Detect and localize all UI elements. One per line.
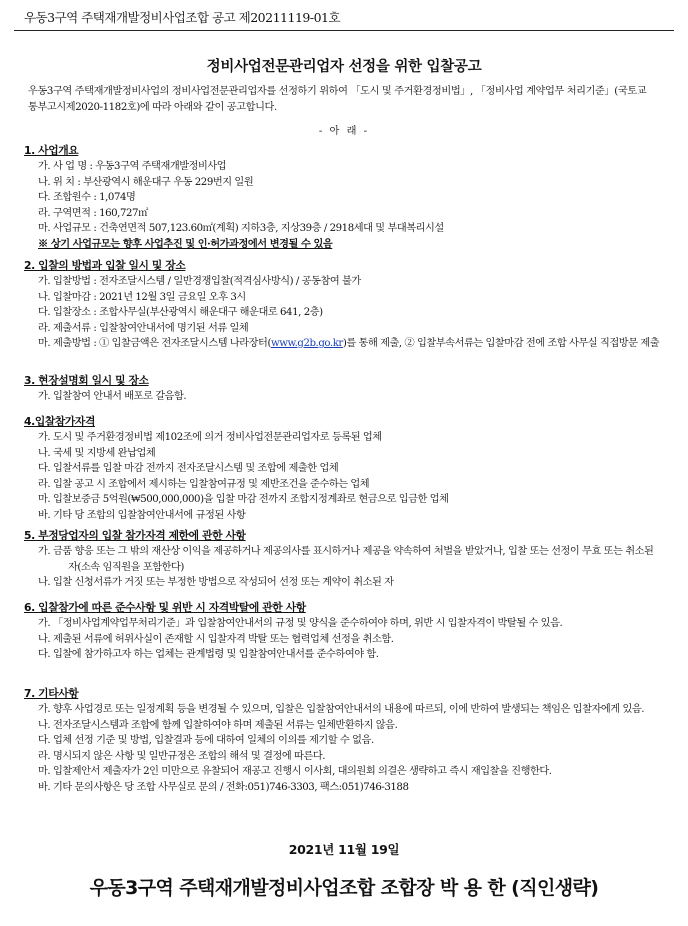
list-item: 마. 사업규모 : 건축연면적 507,123.60㎡(계획) 지하3층, 지상39층 / 2918세대 및 부대복리시설: [38, 223, 444, 234]
list-item: 마. 입찰제안서 제출자가 2인 미만으로 유찰되어 재공고 진행시 이사회, 대의원회 의결은 생략하고 즉시 재입찰을 진행한다.: [38, 766, 552, 777]
list-item: 나. 입찰마감 : 2021년 12월 3일 금요일 오후 3시: [38, 291, 246, 303]
list-item: 다. 조합원수 : 1,074명: [38, 192, 136, 203]
list-item: 가. 사 업 명 : 우동3구역 주택재개발정비사업: [38, 161, 227, 172]
section-disqualification: [24, 528, 664, 591]
section-eligibility: [24, 414, 664, 523]
list-item: 가. 금품 향응 또는 그 밖의 재산상 이익을 제공하거나 제공의사를 표시하거나 제공을 약속하여 처벌을 받았거나, 입찰 또는 선정이 무효 또는 취소된 자(소속 임직원을 포함한다): [38, 546, 654, 573]
section-title: 1. 사업개요: [24, 144, 79, 157]
section-title: 2. 입찰의 방법과 입찰 일시 및 장소: [24, 259, 186, 272]
list-item: 마. 입찰보증금 5억원(₩500,000,000)을 입찰 마감 전까지 조합지정계좌로 현금으로 입금한 업체: [38, 494, 449, 505]
item-text: 마. 제출방법 : ① 입찰금액은 전자조달시스템 나라장터(: [38, 338, 271, 349]
g2b-link[interactable]: www.g2b.go.kr: [270, 338, 343, 349]
list-item: 라. 제출서류 : 입찰참여안내서에 명기된 서류 일체: [38, 322, 249, 334]
note-text: ※ 상기 사업규모는 향후 사업추진 및 인·허가과정에서 변경될 수 있음: [38, 237, 333, 250]
list-item: 바. 기타 당 조합의 입찰참여안내서에 규정된 사항: [38, 509, 246, 521]
list-item: 가. 「정비사업계약업무처리기준」과 입찰참여안내서의 규정 및 양식을 준수하여야 하며, 위반 시 입찰자격이 박탈될 수 있음.: [38, 618, 563, 629]
list-item: 나. 국세 및 지방세 완납업체: [38, 447, 156, 459]
list-item: 다. 업체 선정 기준 및 방법, 입찰결과 등에 대하여 일체의 이의를 제기할 수 없음.: [38, 735, 374, 746]
list-item: 나. 위 치 : 부산광역시 해운대구 우동 229번지 일원: [38, 176, 254, 188]
section-business-overview: [24, 143, 664, 252]
section-other-matters: [24, 686, 664, 795]
list-item: 나. 입찰 신청서류가 거짓 또는 부정한 방법으로 작성되어 선정 또는 계약이 취소된 자: [38, 577, 394, 588]
notice-number: 우동3구역 주택재개발정비사업조합 공고 제20211119-01호: [24, 10, 341, 25]
section-title: 6. 입찰참가에 따른 준수사항 및 위반 시 자격박탈에 관한 사항: [24, 601, 306, 614]
list-item: 다. 입찰서류를 입찰 마감 전까지 전자조달시스템 및 조합에 제출한 업체: [38, 463, 339, 474]
list-item: 가. 도시 및 주거환경정비법 제102조에 의거 정비사업전문관리업자로 등록된 업체: [38, 432, 382, 443]
intro-paragraph: 우동3구역 주택재개발정비사업의 정비사업전문관리업자를 선정하기 위하여 「도시 및 주거환경정비법」, 「정비사업 계약업무 처리기준」(국토교통부고시제2020-1182호)에 따라 아래와 같이 공고합니다.: [28, 86, 647, 113]
section-bid-method: [24, 258, 664, 352]
list-item: [24, 336, 664, 352]
list-item: 다. 입찰장소 : 조합사무실(부산광역시 해운대구 해운대로 641, 2층): [38, 307, 323, 318]
list-item: 나. 전자조달시스템과 조합에 함께 입찰하여야 하며 제출된 서류는 일체반환하지 않음.: [38, 719, 398, 731]
list-item: 라. 명시되지 않은 사항 및 일반규정은 조합의 해석 및 결정에 따른다.: [38, 750, 326, 762]
signature-line: 우동3구역 주택재개발정비사업조합 조합장 박 용 한 (직인생략): [89, 877, 599, 899]
list-item: 가. 입찰방법 : 전자조달시스템 / 일반경쟁입찰(적격심사방식) / 공동참여 불가: [38, 276, 361, 287]
list-item: 바. 기타 문의사항은 당 조합 사무실로 문의 / 전화:051)746-3303, 팩스:051)746-3188: [38, 781, 409, 793]
list-item: 가. 입찰참여 안내서 배포로 갈음함.: [38, 391, 187, 402]
list-item: 가. 향후 사업경로 또는 일정계획 등을 변경될 수 있으며, 입찰은 입찰참여안내서의 내용에 따르되, 이에 반하여 발생되는 책임은 입찰자에게 있음.: [38, 704, 645, 715]
section-title: 5. 부정당업자의 입찰 참가자격 제한에 관한 사항: [24, 529, 246, 542]
section-site-briefing: [24, 373, 664, 405]
list-item: 다. 입찰에 참가하고자 하는 업체는 관계법령 및 입찰참여안내서를 준수하여야 함.: [38, 649, 379, 660]
section-compliance: [24, 600, 664, 663]
header-divider: [14, 30, 674, 31]
section-title: 3. 현장설명회 일시 및 장소: [24, 374, 149, 387]
page-title: 정비사업전문관리업자 선정을 위한 입찰공고: [206, 59, 482, 75]
below-marker: - 아 래 -: [318, 126, 370, 137]
list-item: 나. 제출된 서류에 허위사실이 존재할 시 입찰자격 박탈 또는 협력업체 선정을 취소함.: [38, 633, 394, 645]
list-item: 라. 입찰 공고 시 조합에서 제시하는 입찰참여규정 및 제반조건을 준수하는 업체: [38, 478, 370, 490]
list-item: 라. 구역면적 : 160,727㎡: [38, 207, 148, 219]
notice-date: 2021년 11월 19일: [288, 842, 400, 857]
section-title: 7. 기타사항: [24, 687, 79, 700]
item-text: )를 통해 제출, ② 입찰부속서류는 입찰마감 전에 조합 사무실 직접방문 제출: [342, 338, 660, 349]
section-title: 4.입찰참가자격: [24, 415, 95, 428]
